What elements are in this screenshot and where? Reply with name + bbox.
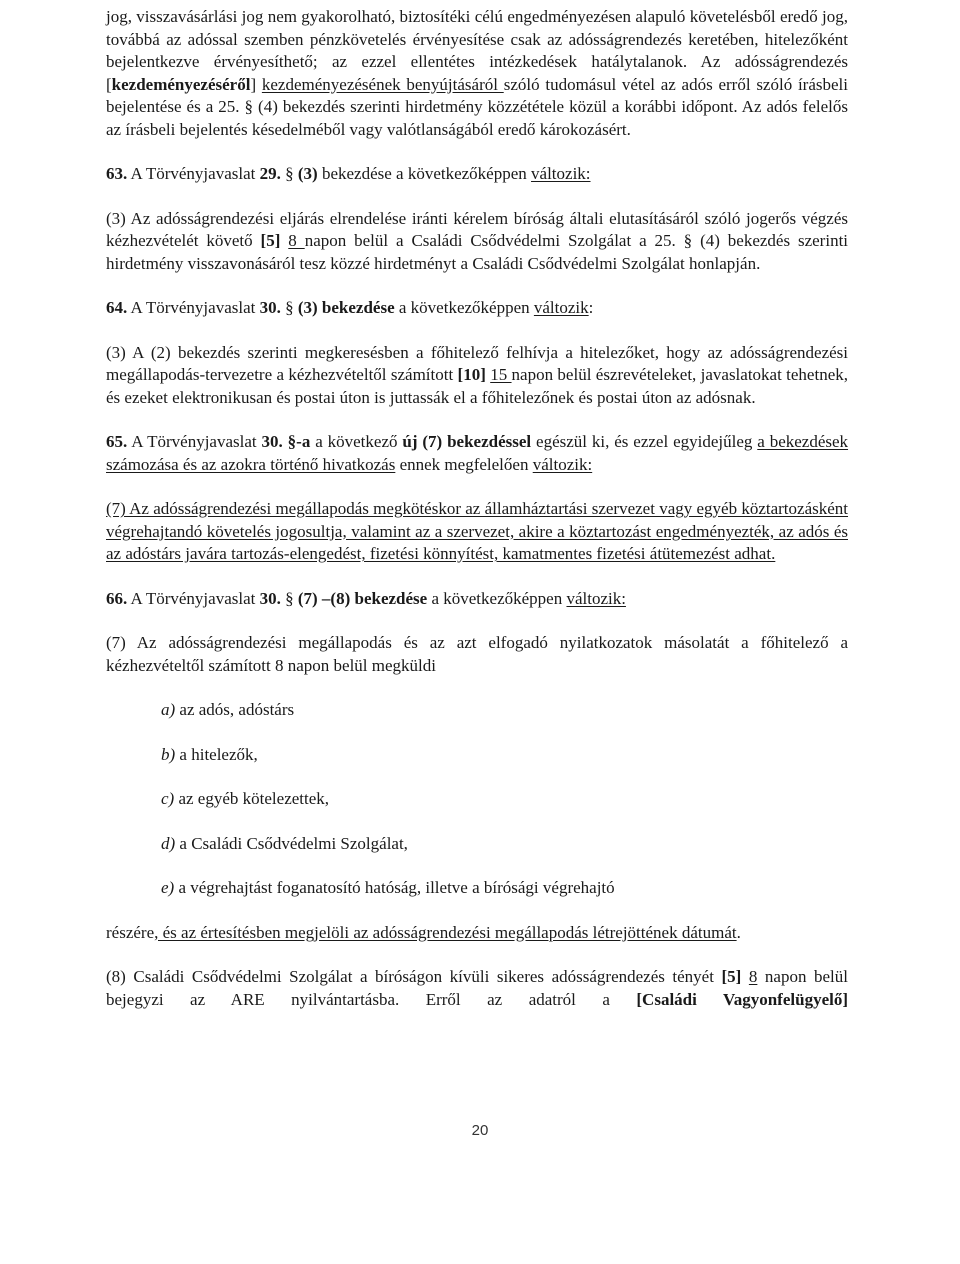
list-item <box>161 788 848 811</box>
deleted-term: kezdeményezéséről <box>111 74 251 94</box>
text-run: A Törvényjavaslat <box>127 588 260 608</box>
text-run: bekezdése a következőképpen <box>317 164 532 183</box>
text-run <box>741 967 749 986</box>
text-run: A Törvényjavaslat <box>127 298 260 317</box>
subsection-ref: (3) bekezdése <box>297 298 395 317</box>
amendment-number: 63. <box>106 164 128 183</box>
deleted-term: [10] <box>457 365 486 384</box>
subsection-ref: (7) –(8) bekezdése <box>297 588 428 608</box>
amendment-65-text: (7) Az adósságrendezési megállapodás megkötéskor az államháztartási szervezet vagy egyéb köztartozásként végrehajtandó követelés jogosultja, valamint az a szervezet, akire a köztartozást engedményezték, az adós és az adóstárs javára tartozás-elengedést, fizetési könnyítést, kamatmentes fizetési átütemezést adhat. <box>106 499 849 563</box>
text-run: szóló tudomásul vétel az adós erről szóló írásbeli bejelentése és a 25. § (4) bekezdés szerinti hirdetmény közzététele közül a korábbi időpont. Az adós felelős az írásbeli bejelentés késedelméből vagy valótlanságából eredő károkozásért. <box>106 74 848 139</box>
list-letter: d) <box>161 833 176 853</box>
amendment-64-heading <box>106 297 848 320</box>
amendment-number: 64. <box>106 298 128 317</box>
subsection-ref: (3) <box>297 164 318 183</box>
text-run: § <box>280 298 298 317</box>
section-ref: § <box>282 432 297 451</box>
section-ref: 29. <box>259 164 281 183</box>
amendment-64-text <box>106 342 848 410</box>
text-run: napon belül bejegyzi az ARE nyilvántartásba. Erről az adatról a <box>106 967 848 1009</box>
deleted-term: [Családi Vagyonfelügyelő] <box>636 989 848 1009</box>
amendment-number: 66. <box>106 588 128 608</box>
section-ref: -a <box>296 432 311 451</box>
text-run: (8) Családi Csődvédelmi Szolgálat a bíróságon kívüli sikeres adósságrendezés tényét <box>106 967 722 986</box>
change-marker: változik: <box>532 454 593 474</box>
list-letter: c) <box>161 789 175 808</box>
recipient-clause <box>106 922 848 945</box>
inserted-term: a bekezdések számozása és az azokra történő hivatkozás <box>106 432 849 474</box>
amendment-63-text <box>106 208 848 276</box>
inserted-term: kezdeményezésének benyújtásáról <box>261 74 504 94</box>
text-run: ennek megfelelően <box>395 454 533 474</box>
list-item <box>161 744 848 767</box>
section-ref: 30. <box>259 298 281 317</box>
text-run: részére <box>106 922 155 942</box>
text-run: napon belül észrevételeket, javaslatokat tehetnek, és ezeket elektronikusan és postai úton is juttassák el a főhitelezőnek és postai úton az adósnak. <box>106 365 848 407</box>
text-run: a következőképpen <box>427 588 567 608</box>
amendment-number: 65. <box>106 432 128 451</box>
list-text: a hitelezők, <box>175 744 258 764</box>
list-item <box>161 833 848 856</box>
text-run: . <box>736 922 741 942</box>
list-text: az egyéb kötelezettek, <box>174 789 330 808</box>
paragraph-continuation <box>106 6 848 141</box>
section-ref: 30. <box>259 588 281 608</box>
new-subsection: új (7) bekezdéssel <box>402 432 532 451</box>
text-run: egészül ki, és ezzel egyidejűleg <box>531 432 758 451</box>
text-run: A Törvényjavaslat <box>127 432 262 451</box>
text-run: § <box>280 588 298 608</box>
amendment-65-heading <box>106 431 848 476</box>
amendment-66-heading <box>106 588 848 611</box>
list-letter: b) <box>161 744 176 764</box>
inserted-term: 15 <box>490 365 512 384</box>
list-text: a Családi Csődvédelmi Szolgálat, <box>175 833 408 853</box>
list-letter: a) <box>161 700 176 719</box>
text-run: a következő <box>310 432 403 451</box>
text-run: (3) Az adósságrendezési eljárás elrendelése iránti kérelem bíróság általi elutasításáról szóló jogerős végzés kézhezvételét követő <box>106 208 848 250</box>
change-marker: változik: <box>531 164 591 183</box>
text-run: napon belül a Családi Csődvédelmi Szolgálat a 25. § (4) bekezdés szerinti hirdetmény visszavonásáról tesz közzé hirdetményt a Családi Csődvédelmi Szolgálat honlapján. <box>106 231 849 273</box>
list-letter: e) <box>161 878 175 897</box>
change-marker: változik <box>533 298 589 317</box>
text-run: : <box>588 298 594 317</box>
text-run: § <box>280 164 298 183</box>
list-text: a végrehajtást foganatosító hatóság, illetve a bírósági végrehajtó <box>174 878 615 897</box>
text-run: (3) A (2) bekezdés szerinti megkeresésben a főhitelező felhívja a hitelezőket, hogy az adósságrendezési megállapodás-tervezetre a kézhezvételtől számított <box>106 342 848 384</box>
change-marker: változik: <box>566 588 626 608</box>
text-run: a következőképpen <box>394 298 534 317</box>
document-page <box>106 6 848 1011</box>
inserted-term: 8 <box>288 231 305 250</box>
text-run: A Törvényjavaslat <box>127 164 260 183</box>
amendment-63-heading <box>106 163 848 186</box>
list-item <box>161 877 848 900</box>
amendment-66-text: (7) Az adósságrendezési megállapodás és az azt elfogadó nyilatkozatok másolatát a főhitelező a kézhezvételtől számított 8 napon belül megküldi <box>106 633 848 675</box>
text-run: jog, visszavásárlási jog nem gyakorolható, biztosítéki célú engedményezésen alapuló követelésből eredő jog, továbbá az adóssal szemben pénzkövetelés érvényesítése csak az adósságrendezés keretében, hitelezőként bejelentkezve érvényesíthető; az ezzel ellentétes intézkedések hatálytalanok. Az adósságrendezés [ <box>106 7 848 94</box>
section-ref: 30. <box>261 432 283 451</box>
inserted-term: 8 <box>748 967 758 986</box>
deleted-term: [5] <box>721 967 742 986</box>
list-text: az adós, adóstárs <box>175 700 295 719</box>
amendment-66-paragraph-8 <box>106 966 848 1011</box>
page-number: 20 <box>471 1122 489 1139</box>
deleted-term: [5] <box>260 231 281 250</box>
text-run: ] <box>250 74 262 94</box>
list-item <box>161 699 848 722</box>
inserted-term: , és az értesítésben megjelöli az adósságrendezési megállapodás létrejöttének dátumát <box>154 922 737 942</box>
